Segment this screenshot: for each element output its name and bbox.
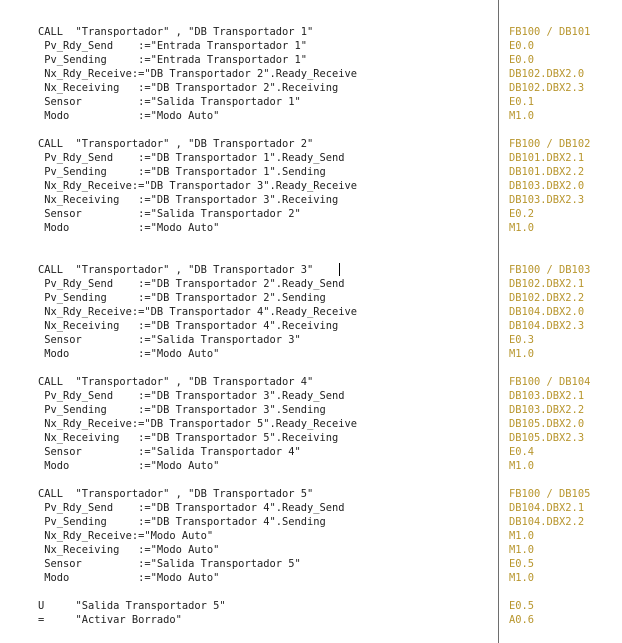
address-line: DB101.DBX2.2 bbox=[509, 166, 585, 178]
address-line: M1.0 bbox=[509, 222, 535, 234]
code-line[interactable]: Sensor :="Salida Transportador 4" bbox=[38, 446, 301, 458]
address-line: M1.0 bbox=[509, 572, 535, 584]
address-line: M1.0 bbox=[509, 348, 535, 360]
address-line: E0.5 bbox=[509, 600, 535, 612]
address-line: FB100 / DB103 bbox=[509, 264, 591, 276]
code-line[interactable]: Nx_Receiving :="DB Transportador 2".Receiving bbox=[38, 82, 339, 94]
address-line: DB103.DBX2.1 bbox=[509, 390, 585, 402]
address-line: E0.4 bbox=[509, 446, 535, 458]
code-line[interactable]: Pv_Rdy_Send :="Entrada Transportador 1" bbox=[38, 40, 307, 52]
address-line: E0.5 bbox=[509, 558, 535, 570]
address-line: DB103.DBX2.0 bbox=[509, 180, 585, 192]
address-line: E0.1 bbox=[509, 96, 535, 108]
address-line: M1.0 bbox=[509, 544, 535, 556]
code-line[interactable]: Nx_Receiving :="DB Transportador 3".Receiving bbox=[38, 194, 339, 206]
code-line[interactable]: Pv_Sending :="DB Transportador 2".Sending bbox=[38, 292, 326, 304]
code-line[interactable]: Nx_Rdy_Receive:="DB Transportador 3".Ready_Receive bbox=[38, 180, 358, 192]
code-line[interactable]: Modo :="Modo Auto" bbox=[38, 222, 220, 234]
text-cursor bbox=[339, 263, 340, 276]
address-line: DB102.DBX2.1 bbox=[509, 278, 585, 290]
code-line[interactable]: CALL "Transportador" , "DB Transportador 2" bbox=[38, 138, 314, 150]
address-line: E0.0 bbox=[509, 40, 535, 52]
address-line: E0.2 bbox=[509, 208, 535, 220]
code-line[interactable]: Sensor :="Salida Transportador 5" bbox=[38, 558, 301, 570]
code-line[interactable]: Nx_Receiving :="Modo Auto" bbox=[38, 544, 220, 556]
code-line[interactable]: Sensor :="Salida Transportador 2" bbox=[38, 208, 301, 220]
address-pane bbox=[499, 0, 622, 643]
address-line: FB100 / DB101 bbox=[509, 26, 591, 38]
code-line[interactable]: Nx_Rdy_Receive:="Modo Auto" bbox=[38, 530, 214, 542]
address-line: FB100 / DB102 bbox=[509, 138, 591, 150]
code-line[interactable]: Modo :="Modo Auto" bbox=[38, 348, 220, 360]
code-line[interactable]: Nx_Rdy_Receive:="DB Transportador 5".Ready_Receive bbox=[38, 418, 358, 430]
code-line[interactable]: Sensor :="Salida Transportador 1" bbox=[38, 96, 301, 108]
code-line[interactable]: Nx_Rdy_Receive:="DB Transportador 2".Ready_Receive bbox=[38, 68, 358, 80]
address-line: M1.0 bbox=[509, 530, 535, 542]
address-line: DB102.DBX2.0 bbox=[509, 68, 585, 80]
address-line: DB103.DBX2.3 bbox=[509, 194, 585, 206]
address-line: FB100 / DB105 bbox=[509, 488, 591, 500]
address-line: DB104.DBX2.2 bbox=[509, 516, 585, 528]
address-line: DB101.DBX2.1 bbox=[509, 152, 585, 164]
code-line[interactable]: Pv_Rdy_Send :="DB Transportador 4".Ready_Send bbox=[38, 502, 345, 514]
address-line: A0.6 bbox=[509, 614, 535, 626]
code-line[interactable]: Pv_Sending :="DB Transportador 3".Sending bbox=[38, 404, 326, 416]
code-line[interactable]: Pv_Rdy_Send :="DB Transportador 1".Ready_Send bbox=[38, 152, 345, 164]
code-line[interactable]: U "Salida Transportador 5" bbox=[38, 600, 226, 612]
code-line[interactable]: CALL "Transportador" , "DB Transportador 4" bbox=[38, 376, 314, 388]
code-line[interactable]: Pv_Rdy_Send :="DB Transportador 2".Ready_Send bbox=[38, 278, 345, 290]
code-line[interactable]: CALL "Transportador" , "DB Transportador 3" bbox=[38, 264, 314, 276]
address-line: DB105.DBX2.3 bbox=[509, 432, 585, 444]
code-line[interactable]: CALL "Transportador" , "DB Transportador 5" bbox=[38, 488, 314, 500]
address-line: DB103.DBX2.2 bbox=[509, 404, 585, 416]
address-line: E0.3 bbox=[509, 334, 535, 346]
code-line[interactable]: Sensor :="Salida Transportador 3" bbox=[38, 334, 301, 346]
code-line[interactable]: = "Activar Borrado" bbox=[38, 614, 182, 626]
code-line[interactable]: Pv_Sending :="DB Transportador 1".Sending bbox=[38, 166, 326, 178]
code-line[interactable]: Modo :="Modo Auto" bbox=[38, 460, 220, 472]
address-line: E0.0 bbox=[509, 54, 535, 66]
code-line[interactable]: Nx_Rdy_Receive:="DB Transportador 4".Ready_Receive bbox=[38, 306, 358, 318]
code-line[interactable]: Modo :="Modo Auto" bbox=[38, 572, 220, 584]
code-line[interactable]: Pv_Sending :="DB Transportador 4".Sending bbox=[38, 516, 326, 528]
address-line: DB102.DBX2.2 bbox=[509, 292, 585, 304]
code-line[interactable]: Nx_Receiving :="DB Transportador 4".Receiving bbox=[38, 320, 339, 332]
address-line: M1.0 bbox=[509, 110, 535, 122]
address-line: DB102.DBX2.3 bbox=[509, 82, 585, 94]
code-line[interactable]: Nx_Receiving :="DB Transportador 5".Receiving bbox=[38, 432, 339, 444]
address-line: DB105.DBX2.0 bbox=[509, 418, 585, 430]
code-line[interactable]: Pv_Sending :="Entrada Transportador 1" bbox=[38, 54, 307, 66]
address-line: DB104.DBX2.3 bbox=[509, 320, 585, 332]
code-line[interactable]: Pv_Rdy_Send :="DB Transportador 3".Ready_Send bbox=[38, 390, 345, 402]
address-line: DB104.DBX2.1 bbox=[509, 502, 585, 514]
code-line[interactable]: CALL "Transportador" , "DB Transportador 1" bbox=[38, 26, 314, 38]
code-line[interactable]: Modo :="Modo Auto" bbox=[38, 110, 220, 122]
address-line: DB104.DBX2.0 bbox=[509, 306, 585, 318]
address-line: M1.0 bbox=[509, 460, 535, 472]
address-line: FB100 / DB104 bbox=[509, 376, 591, 388]
